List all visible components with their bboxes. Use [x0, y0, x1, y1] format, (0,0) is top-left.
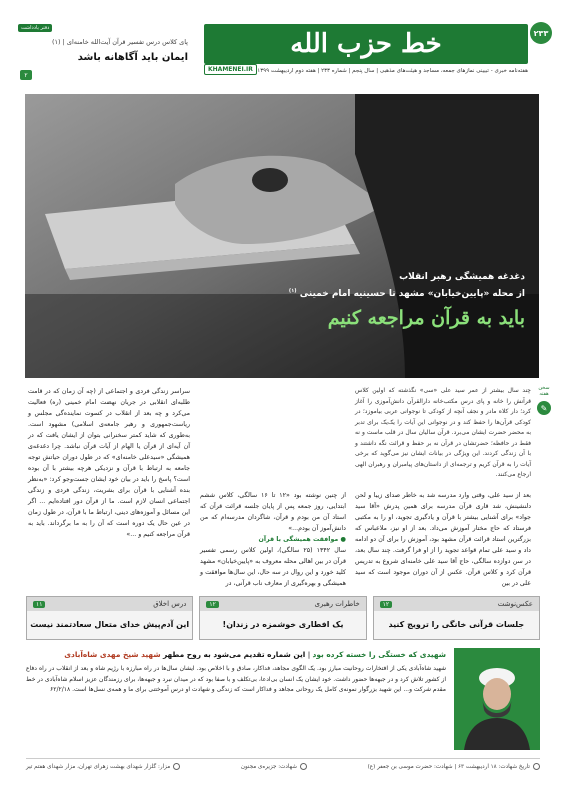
martyr-date: ۶۲/۲/۱۸ — [50, 686, 71, 693]
teaser-box-tag-label: خاطرات رهبری — [314, 600, 360, 608]
martyr-body — [26, 650, 446, 696]
ring-icon — [252, 168, 288, 192]
article-subhead: ● موافقت همیشگی با قرآن — [258, 536, 346, 543]
footer-item-date — [368, 763, 540, 770]
teaser-box-page: ۱۲ — [380, 601, 392, 608]
teaser-box-page: ۱۱ — [33, 601, 45, 608]
hero-headline: باید به قرآن مراجعه کنیم — [327, 307, 525, 329]
issue-number-badge: ۲۳۳ — [530, 22, 552, 44]
article-column-2-text-a: از چنین نوشته بود «۱۲ تا ۱۶ سالگی، کلاس ششم ابتدایی، روز جمعه پس از پایان جلسه قرائت قرآن که استاد آن من بودم و قرآن، شاگردان مدرسه‌ام که من دانش‌آموز آن بودم...» — [200, 492, 346, 532]
martyr-dedication: این شماره تقدیم می‌شود به روح مطهر — [162, 650, 306, 659]
footer-item-text: تاریخ شهادت: ۱۸ اردیبهشت ۶۳ | شهادت: حضرت موسی بن جعفر (ع) — [367, 763, 530, 770]
hero-subkicker — [289, 288, 525, 299]
teaser-box-tag-label: عکس‌نوشت — [497, 600, 533, 608]
footer-item-grave — [26, 763, 180, 770]
teaser-boxes — [26, 596, 540, 640]
grave-icon — [173, 763, 180, 770]
masthead-title: خط حزب الله — [290, 29, 442, 59]
martyr-kicker: شهیدی که خستگی را خسته کرده بود — [312, 650, 446, 659]
martyr-portrait — [454, 648, 540, 750]
teaser-box-tag — [27, 597, 192, 611]
teaser-box-page: ۱۲ — [206, 601, 218, 608]
martyr-heading: شهیدی که خستگی را خسته کرده بود | این شماره تقدیم می‌شود به روح مطهر شهید شیخ مهدی شاه‌آبادی — [64, 650, 446, 659]
article-column-1: بعد از سید علی، وقتی وارد مدرسه شد به خاطر صدای زیبا و لحن دلنشینش، شد قاری قرآن مدرسه برای همین پدرش «آقا سید جواد» برای آشنایی بیشتر با قرآن و یادگیری تجوید، او را به مکتبی فرستاد که حاج مختار آموزش می‌داد. بعد از او نیز، ملاعباس که بزرگترین استاد قرائت قرآن مشهد بود، آموزش را برای آن دو ادامه داد و سید علی تمام قواعد تجوید را از او فرا گرفت. چند سال بعد، در سن دوازده سالگی، حاج آقا سید علی خامنه‌ای شروع به تدریس قرآن کرد و کلاس قرآن. عکس از آن دوران موجود است که سید علی در بین — [355, 492, 531, 587]
teaser-box-title: جلسات قرآنی خانگی را ترویج کنید — [388, 620, 525, 629]
calendar-icon — [533, 763, 540, 770]
hero-image — [25, 94, 539, 378]
teaser-box-title: این آدم‌پیش خدای متعال سعادتمند نیست — [30, 620, 190, 629]
side-teaser-tag: دفتر یادداشت — [18, 24, 52, 32]
teaser-box-title: یک افطاری خوشمزه در زندان! — [222, 620, 344, 629]
teaser-box-tag — [200, 597, 365, 611]
hero-headline-block[interactable] — [289, 272, 525, 329]
pen-icon: ✎ — [537, 401, 551, 415]
side-teaser-title: ایمان باید آگاهانه باشد — [77, 52, 188, 63]
teaser-box-tag-label: درس اخلاق — [153, 600, 187, 608]
teaser-box[interactable] — [373, 596, 540, 640]
footer-bar — [26, 758, 540, 772]
masthead-banner — [204, 24, 528, 64]
location-icon — [300, 763, 307, 770]
teaser-box[interactable] — [199, 596, 366, 640]
teaser-box-tag — [374, 597, 539, 611]
hero-subkicker-ref: (۱) — [288, 288, 297, 294]
martyr-section — [26, 648, 540, 750]
intro-text: چند سال بیشتر از عمر سید علی «سی» نگذشته که اولین کلاس قرآنش را خانه و پای درس مکتب‌خانه دارالقرآن دانش‌آموزی را آغاز کرد؛ دار کلاه مادر و نجف آنچه از کودکی تا نوجوانی عربی بیاموزد؛ در کودکی قرآن‌ها را حفظ کند و در نوجوانی این آیات را یک‌یک برای تدبر به محضر حضرت ایشان می‌برد. قرآن سالیان سال در قلب ماست و نه فقط در حافظه؛ حضرتشان در قرآن نه بر حفظ و قرائت نگه داشتند و با آن زندگی کردند. این ویژگی در بیانات ایشان نیز می‌گوید که برخی آیات را به قرآن کریم و ترجمه‌ای از داستان‌های پیامبران و رهبران الهی ارجاع می‌کنند. — [355, 387, 531, 478]
hero-photo-hand-quran — [25, 94, 539, 378]
article-column-2 — [200, 490, 346, 589]
footer-item-text: شهادت: جزیره‌ی مجنون — [240, 763, 297, 770]
intro-label — [535, 385, 553, 415]
footer-item-text: مزار: گلزار شهدای بهشت زهرای تهران، مزار شهدای هفتم تیر — [26, 763, 171, 770]
side-teaser[interactable] — [14, 18, 190, 86]
masthead-header — [14, 18, 552, 86]
hero-kicker: دغدغه همیشگی رهبر انقلاب — [399, 272, 525, 282]
intro-label-text: سخن هفته — [538, 385, 550, 397]
martyr-name: شهید شیخ مهدی شاه‌آبادی — [64, 650, 161, 659]
martyr-text-body: شهید شاه‌آبادی یکی از افتخارات روحانیت مبارز بود. یک الگوی مجاهد، فداکار، صادق و با اخلاص بود. ایشان سال‌ها در راه مبارزه با رژیم شاه و بعد از انقلاب در راه دفاع از کشور تلاش کرد و در جبهه‌ها حضور داشت. خود ایشان یک انسان بی‌ادعا، بی‌تکلف و با صفا بود که در میدان نبرد و جبهه‌ها، برای رزمندگان عزیز اسلام شاه‌آبادی در خط مقدم شرکت و... این شهید بزرگوار نمونه‌ی کامل یک روحانی مجاهد و فداکار است که زندگی و شهادت او درس آموختنی برای ما و همه‌ی نسل‌ها است. — [26, 665, 446, 693]
article-column-2-text-b: سال ۱۳۴۲ (۲۵ سالگی)، اولین کلاس رسمی تفسیر قرآن در بین اهالی محله معروف به «پایین‌خیابان» مشهد کلید خورد و این روال در سه حال، این سال‌ها موافقت و همیشگی و بهره‌گیری از معارف ناب قرآنی، در — [200, 547, 346, 587]
masthead-subline: هفته‌نامه خبری - تبیینی نمازهای جمعه، مساجد و هیئت‌های مذهبی | سال پنجم | شماره ۲۳۳ | هفته دوم اردیبهشت ۱۳۹۹ — [257, 68, 528, 74]
hero-subkicker-text: از محله «پایین‌خیابان» مشهد تا حسینیه امام خمینی — [299, 289, 525, 299]
khamenei-logo[interactable]: KHAMENEI.IR — [204, 64, 257, 75]
martyr-portrait-image — [454, 648, 540, 750]
side-teaser-kicker: پای کلاس درس تفسیر قرآن آیت‌الله خامنه‌ای | (۱) — [51, 38, 188, 46]
martyr-text — [26, 664, 446, 696]
teaser-box[interactable] — [26, 596, 193, 640]
side-teaser-page: ۲ — [20, 70, 32, 80]
footer-item-place — [241, 763, 307, 770]
article-column-3: سراسر زندگی فردی و اجتماعی از (چه آن زمان که در قامت طلبه‌ای انقلابی در جریان نهضت امام خمینی (ره) فعالیت می‌کرد و چه بعد از انقلاب در کسوت نماینده‌گی مجلس و ریاست‌جمهوری و رهبر جامعه‌ی اسلامی) مشهود است. به‌طوری که شاید کمتر سخنرانی بتوان از ایشان یافت که در آن آیه‌ای از قرآن یا الهام از آیات قرآن نباشد. چرا دغدغه‌ی همیشگی «سید‌علی خامنه‌ای» که در طول دوران حیاتش توجه جامعه به ارتباط با قرآن و نزدیکی هرچه بیشتر با آن بوده است؟ پاسخ را باید در بیان خود ایشان جست‌وجو کرد: «به‌نظر بنده آشنایی با قرآن برای بشریت، زندگی فردی و زندگی اجتماعی انسان لازم است. ما از قرآن دور افتاده‌ایم ... اگر این مسائل و آموزه‌های دینی، ارتباط ما با قرآن، در طول زمان در عین حال یک دوره است که آن را به ما برگرداند. باید به قرآن مراجعه کنیم و ...» — [28, 388, 190, 538]
